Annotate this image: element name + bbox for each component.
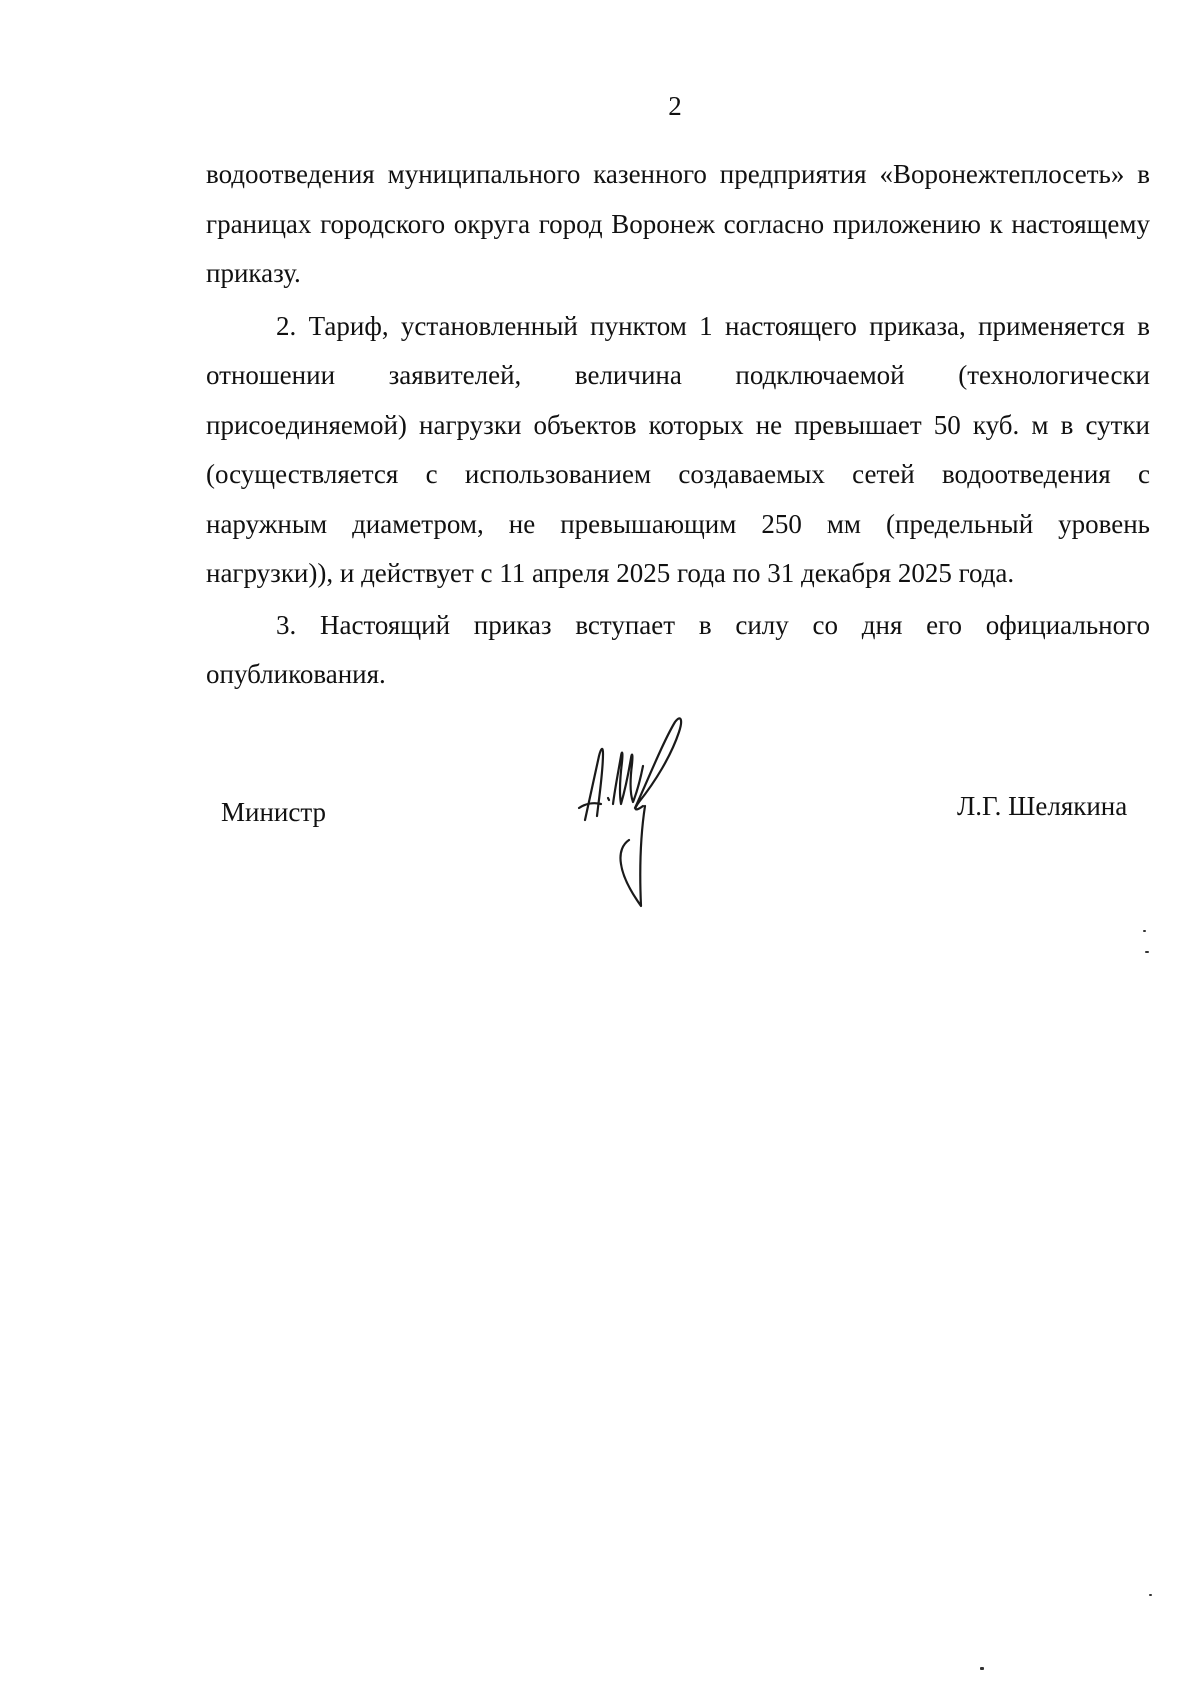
scan-speck <box>1149 1594 1152 1596</box>
paragraph-3: 3. Настоящий приказ вступает в силу со дня его официального опубликования. <box>206 609 1150 689</box>
scan-speck <box>1145 951 1149 953</box>
handwritten-signature-icon <box>575 712 705 922</box>
paragraph-2: 2. Тариф, установленный пунктом 1 настоящего приказа, применяется в отношении заявителей, величина подключаемой (технологически присоединяемой) нагрузки объектов которых не превышает 50 куб. м в сутки (осуществляется с использованием создаваемых сетей водоотведения с наружным диаметром, не превышающим 250 мм (предельный уровень нагрузки)), и действует с 11 апреля 2025 года по 31 декабря 2025 года. <box>206 310 1150 588</box>
document-body <box>206 150 1150 700</box>
scan-speck <box>1143 930 1146 932</box>
paragraph-1-continued: водоотведения муниципального казенного предприятия «Воронежтеплосеть» в границах городского округа город Воронеж согласно приложению к настоящему приказу. <box>206 159 1150 288</box>
signer-name: Л.Г. Шелякина <box>957 791 1128 821</box>
scan-speck <box>980 1667 984 1670</box>
page-number: 2 <box>668 91 682 121</box>
signer-title: Министр <box>221 797 326 827</box>
